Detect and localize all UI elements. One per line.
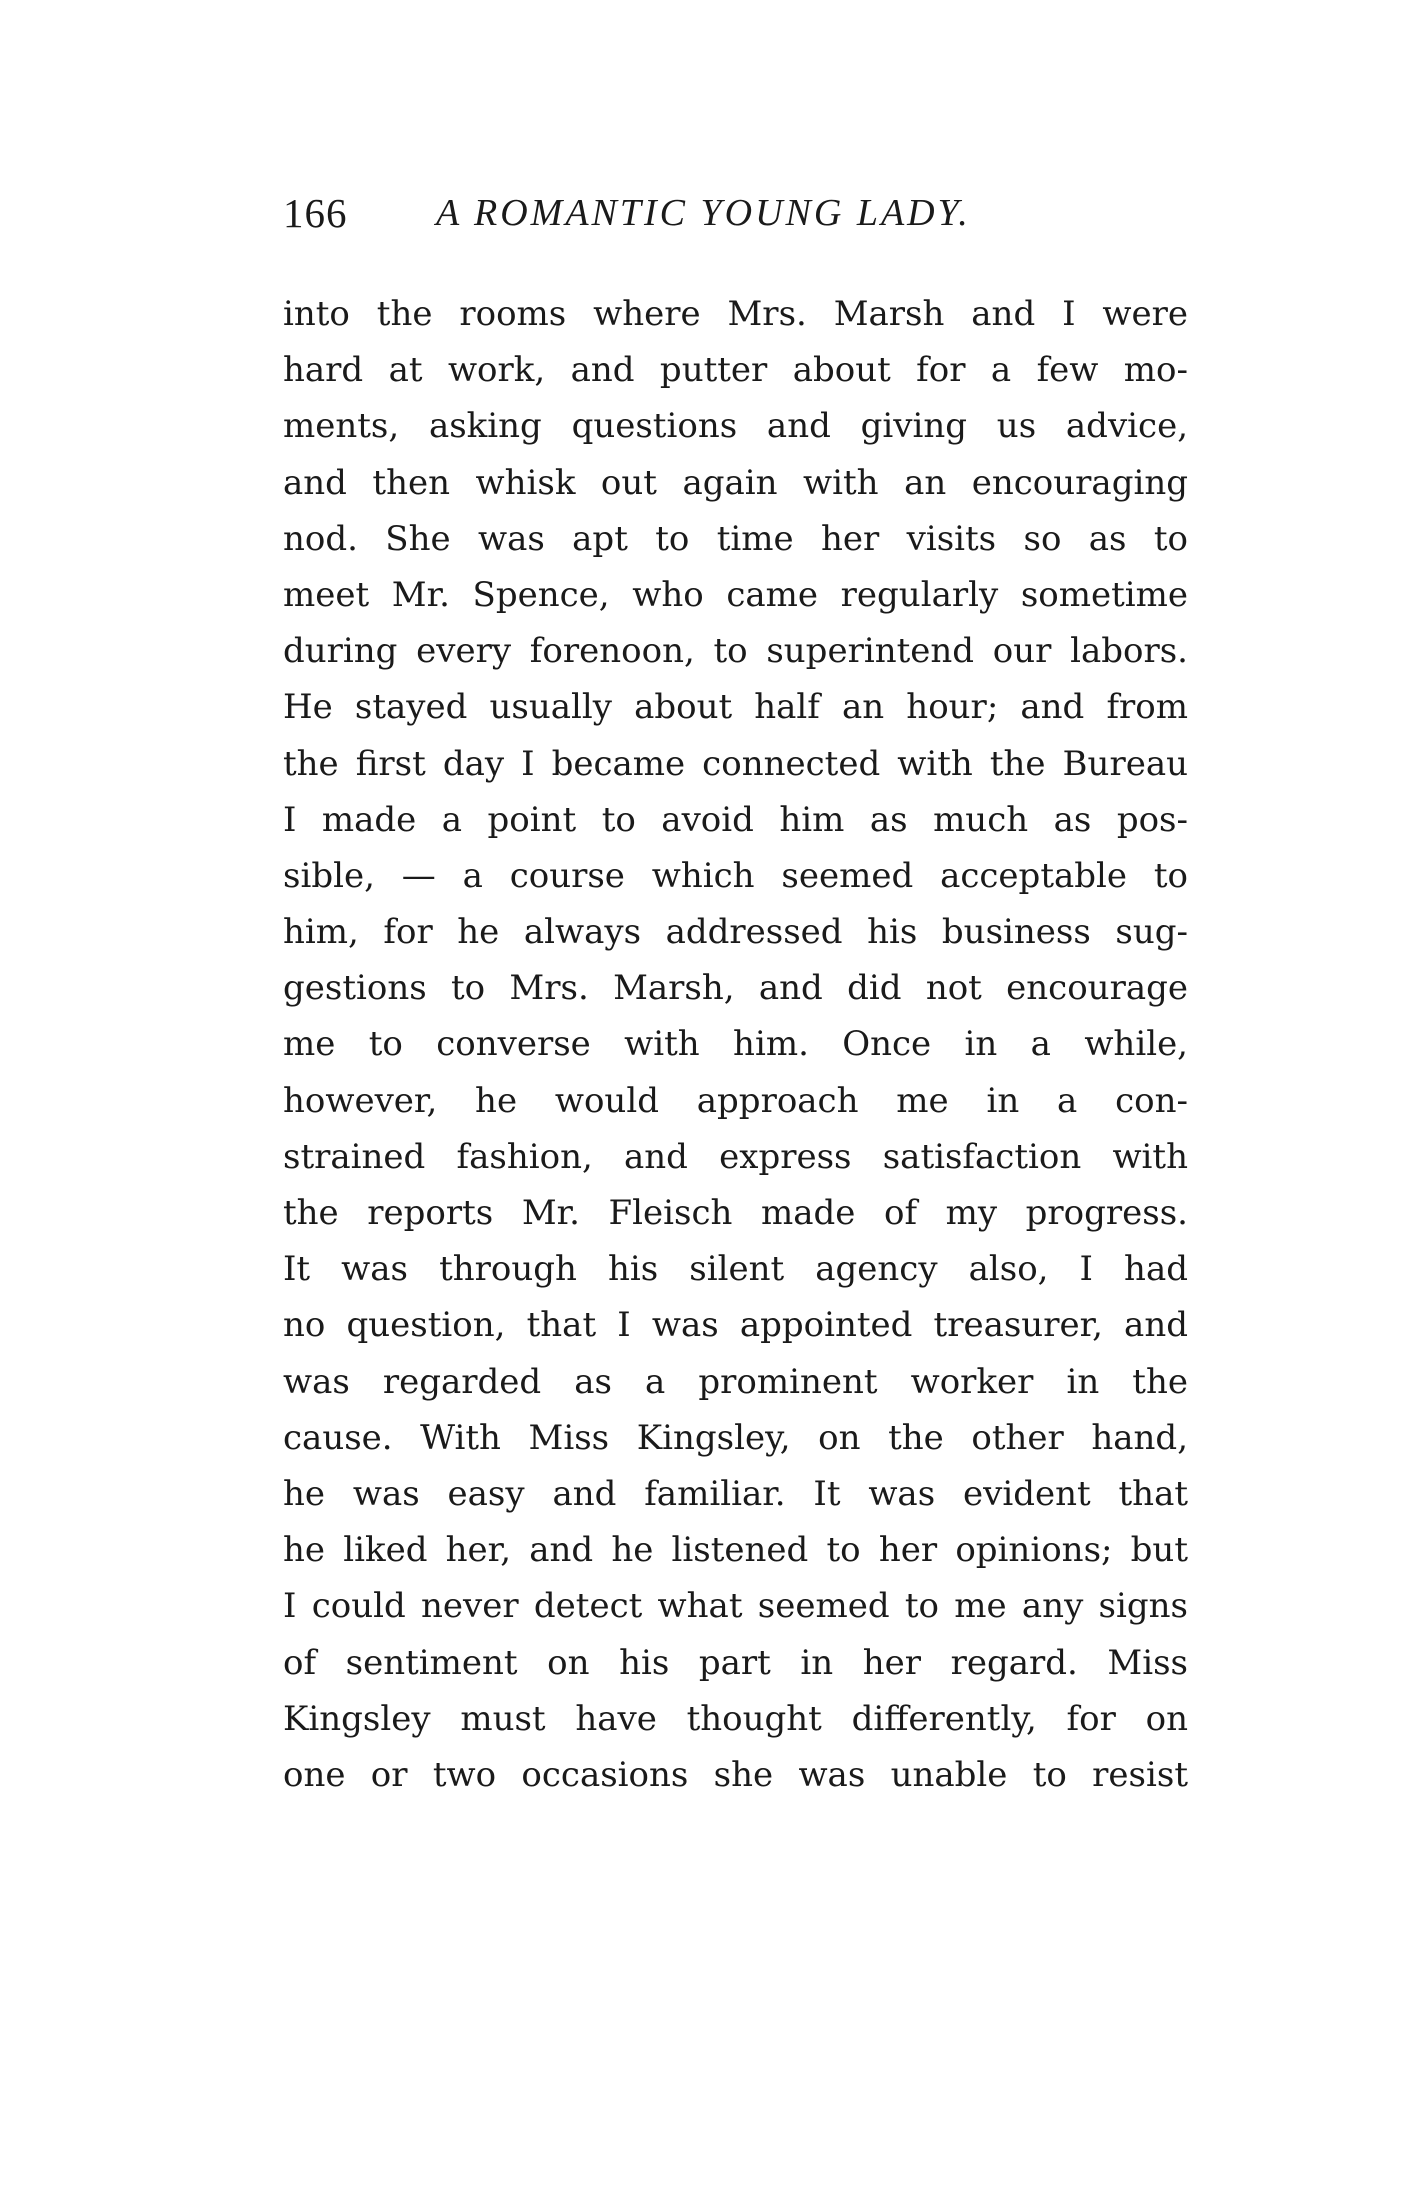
running-title: A ROMANTIC YOUNG LADY.	[436, 192, 971, 234]
text-line: of sentiment on his part in her regard. Miss	[283, 1642, 1188, 1683]
text-line: he liked her, and he listened to her opinions; but	[283, 1530, 1188, 1571]
text-line: nod. She was apt to time her visits so as to	[283, 518, 1188, 559]
text-line: I made a point to avoid him as much as pos-	[283, 799, 1188, 840]
page-number: 166	[283, 190, 348, 236]
text-line: cause. With Miss Kingsley, on the other hand,	[283, 1417, 1188, 1458]
text-line: he was easy and familiar. It was evident that	[283, 1473, 1188, 1514]
text-line: meet Mr. Spence, who came regularly sometime	[283, 574, 1188, 615]
text-line: He stayed usually about half an hour; and from	[283, 687, 1188, 728]
text-line: him, for he always addressed his business sug-	[283, 912, 1188, 953]
running-head	[283, 183, 1163, 243]
text-line: one or two occasions she was unable to resist	[283, 1754, 1188, 1795]
text-line: during every forenoon, to superintend our labors.	[283, 631, 1188, 672]
text-line: sible, — a course which seemed acceptable to	[283, 855, 1188, 896]
text-line: hard at work, and putter about for a few mo-	[283, 350, 1188, 391]
text-line: ments, asking questions and giving us advice,	[283, 406, 1188, 447]
text-line: Kingsley must have thought differently, for on	[283, 1698, 1188, 1739]
text-line: strained fashion, and express satisfaction with	[283, 1136, 1188, 1177]
text-line: the reports Mr. Fleisch made of my progress.	[283, 1193, 1188, 1233]
text-line: no question, that I was appointed treasurer, and	[283, 1305, 1188, 1346]
text-line: was regarded as a prominent worker in the	[283, 1361, 1188, 1402]
text-line: however, he would approach me in a con-	[283, 1080, 1188, 1121]
text-line: the first day I became connected with the Bureau	[283, 743, 1188, 784]
text-line: gestions to Mrs. Marsh, and did not encourage	[283, 968, 1188, 1009]
text-line: into the rooms where Mrs. Marsh and I were	[283, 294, 1188, 334]
text-line: It was through his silent agency also, I had	[283, 1249, 1188, 1290]
body-text	[283, 286, 1188, 1803]
text-line: me to converse with him. Once in a while,	[283, 1024, 1188, 1065]
text-line: I could never detect what seemed to me any signs	[283, 1586, 1188, 1627]
text-line: and then whisk out again with an encouraging	[283, 462, 1188, 503]
